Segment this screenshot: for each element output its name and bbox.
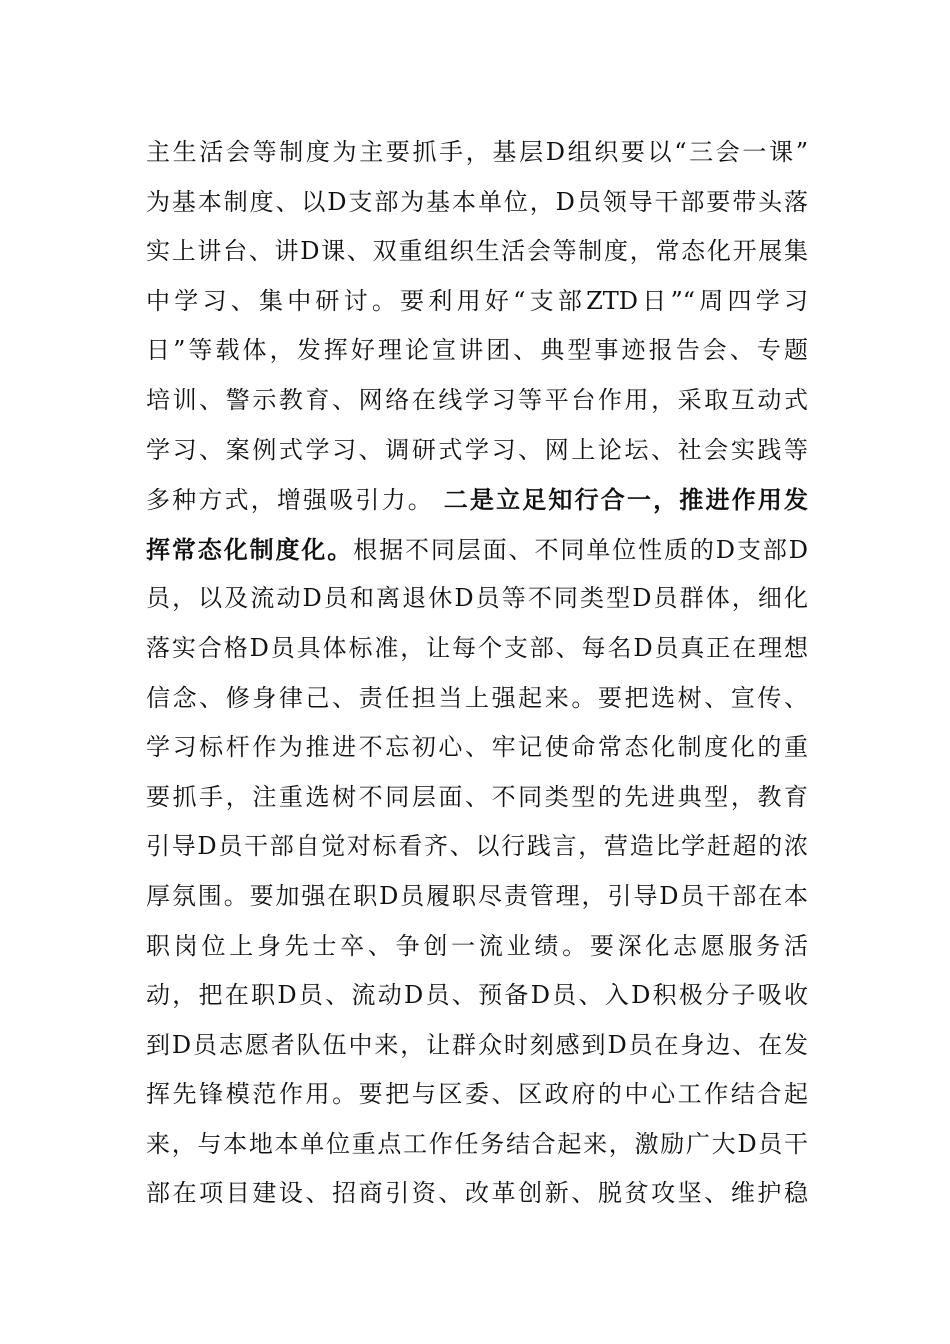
text-segment: 职岗位上身先士卒、争创一流业绩。要深化志愿服务活 [146, 931, 808, 960]
text-segment: 实上讲台、讲D课、双重组织生活会等制度，常态化开展集 [146, 237, 808, 266]
text-segment: 员，以及流动D员和离退休D员等不同类型D员群体，细化 [146, 584, 808, 613]
text-line [146, 723, 808, 773]
text-segment: 学习标杆作为推进不忘初心、牢记使命常态化制度化的重 [146, 733, 808, 762]
text-line [146, 376, 808, 426]
text-segment: 学习、案例式学习、调研式学习、网上论坛、社会实践等 [146, 435, 808, 464]
text-line [146, 128, 808, 178]
bold-text-segment: 二是立足知行合一，推进作用发 [443, 485, 808, 515]
text-line [146, 822, 808, 872]
text-segment: 多种方式，增强吸引力。 [146, 486, 444, 515]
text-segment: 要抓手，注重选树不同层面、不同类型的先进典型，教育 [146, 782, 808, 811]
text-line [146, 277, 808, 327]
text-line [146, 624, 808, 674]
text-line [146, 1021, 808, 1071]
text-segment: 到D员志愿者队伍中来，让群众时刻感到D员在身边、在发 [146, 1030, 808, 1059]
text-segment: 动，把在职D员、流动D员、预备D员、入D积极分子吸收 [146, 981, 808, 1010]
text-segment: 落实合格D员具体标准，让每个支部、每名D员真正在理想 [146, 633, 808, 662]
text-line [146, 674, 808, 724]
text-line [146, 922, 808, 972]
text-line [146, 178, 808, 228]
text-line [146, 773, 808, 823]
text-line [146, 227, 808, 277]
text-line [146, 525, 808, 575]
text-segment: 中学习、集中研讨。要利用好“支部ZTD日”“周四学习 [146, 286, 808, 315]
text-line [146, 326, 808, 376]
text-segment: 主生活会等制度为主要抓手，基层D组织要以“三会一课” [146, 138, 808, 166]
text-segment: 信念、修身律己、责任担当上强起来。要把选树、宣传、 [146, 683, 808, 712]
text-line [146, 475, 808, 525]
text-segment: 日”等载体，发挥好理论宣讲团、典型事迹报告会、专题 [146, 336, 808, 365]
text-line [146, 426, 808, 476]
text-segment: 挥先锋模范作用。要把与区委、区政府的中心工作结合起 [146, 1080, 808, 1109]
text-segment: 为基本制度、以D支部为基本单位，D员领导干部要带头落 [146, 187, 808, 216]
text-segment: 来，与本地本单位重点工作任务结合起来，激励广大D员干 [146, 1129, 808, 1158]
text-line [146, 872, 808, 922]
text-segment: 部在项目建设、招商引资、改革创新、脱贫攻坚、维护稳 [146, 1179, 808, 1208]
text-segment: 引导D员干部自觉对标看齐、以行践言，营造比学赶超的浓 [146, 832, 808, 861]
text-line [146, 1070, 808, 1120]
text-segment: 培训、警示教育、网络在线学习等平台作用，采取互动式 [146, 385, 808, 414]
text-line [146, 971, 808, 1021]
body-text [146, 128, 808, 1219]
bold-text-segment: 挥常态化制度化。 [146, 534, 354, 564]
text-segment: 根据不同层面、不同单位性质的D支部D [353, 535, 808, 564]
text-segment: 厚氛围。要加强在职D员履职尽责管理，引导D员干部在本 [146, 881, 808, 910]
text-line [146, 1169, 808, 1219]
text-line [146, 574, 808, 624]
text-line [146, 1120, 808, 1170]
